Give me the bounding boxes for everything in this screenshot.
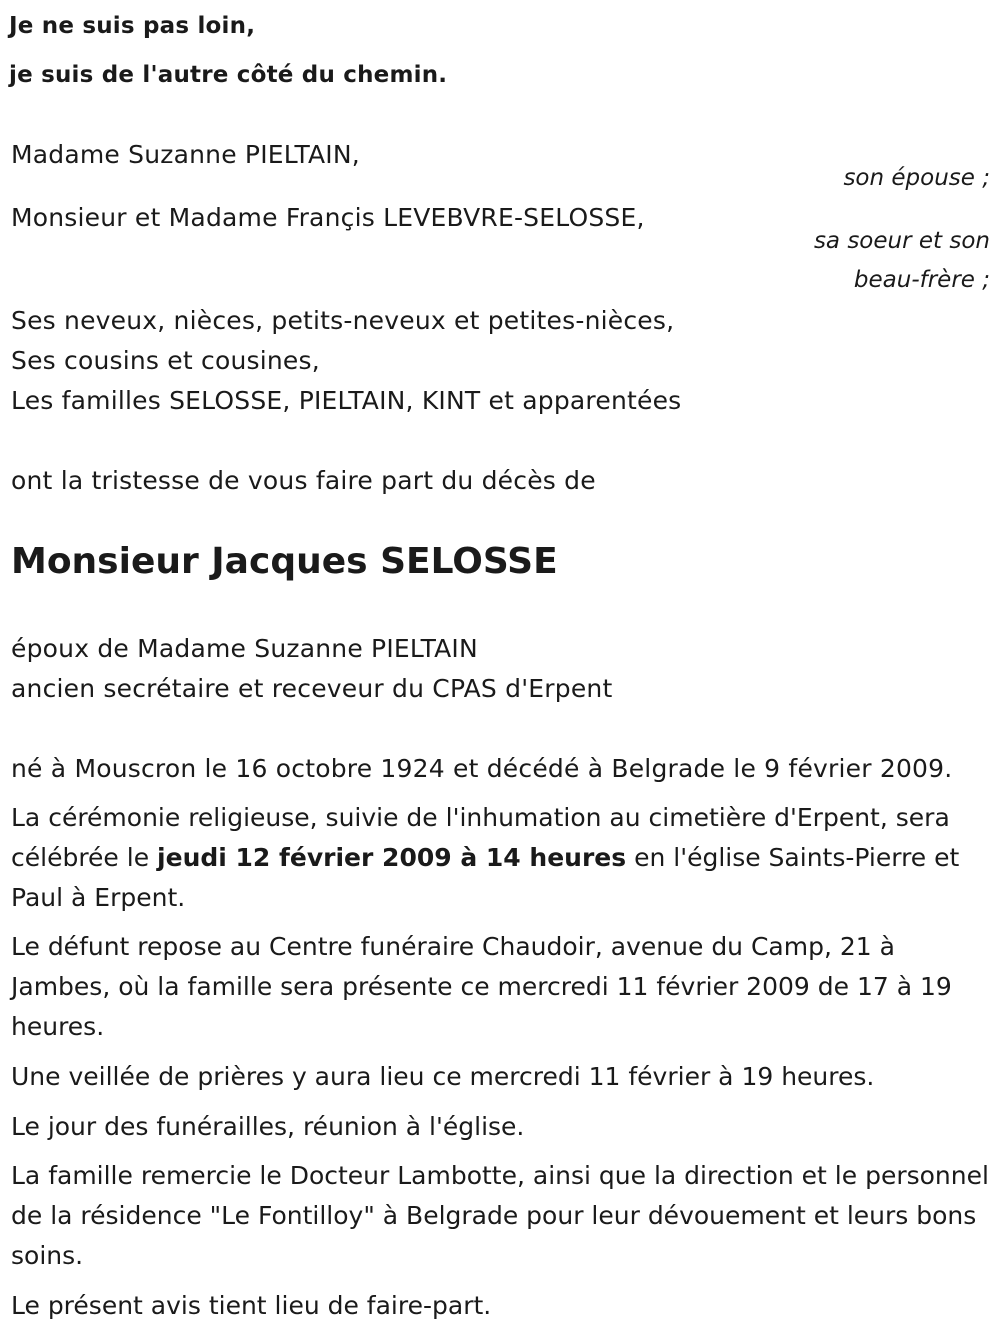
deceased-name: Monsieur Jacques SELOSSE bbox=[11, 541, 558, 582]
spouse-of-line: époux de Madame Suzanne PIELTAIN bbox=[11, 634, 478, 663]
repose-paragraph: Le défunt repose au Centre funéraire Chaudoir, avenue du Camp, 21 à Jambes, où la famille sera présente ce mercredi 11 février 2009 de 17 à 19 heures. bbox=[11, 932, 952, 1041]
birth-death-line: né à Mouscron le 16 octobre 1924 et décédé à Belgrade le 9 février 2009. bbox=[11, 754, 953, 783]
closing-line: Le présent avis tient lieu de faire-part. bbox=[11, 1291, 492, 1320]
families-line: Les familles SELOSSE, PIELTAIN, KINT et apparentées bbox=[11, 386, 682, 415]
occupation-line: ancien secrétaire et receveur du CPAS d'Erpent bbox=[11, 674, 613, 703]
spouse-name: Madame Suzanne PIELTAIN, bbox=[11, 140, 360, 169]
nephews-line: Ses neveux, nièces, petits-neveux et petites-nièces, bbox=[11, 306, 675, 335]
sister-name: Monsieur et Madame Françis LEVEBVRE-SELOSSE, bbox=[11, 203, 645, 232]
announcement-line: ont la tristesse de vous faire part du décès de bbox=[11, 466, 596, 495]
sister-role-line-2: beau-frère ; bbox=[853, 267, 990, 293]
ceremony-paragraph bbox=[11, 798, 993, 918]
epigraph-line-2: je suis de l'autre côté du chemin. bbox=[9, 62, 448, 88]
vigil-line: Une veillée de prières y aura lieu ce mercredi 11 février à 19 heures. bbox=[11, 1062, 875, 1091]
spouse-role: son épouse ; bbox=[843, 165, 990, 191]
sister-role-line-1: sa soeur et son bbox=[813, 228, 990, 254]
epigraph-line-1: Je ne suis pas loin, bbox=[9, 13, 256, 39]
cousins-line: Ses cousins et cousines, bbox=[11, 346, 320, 375]
ceremony-text-start: La cérémonie religieuse, suivie de l'inhumation au cimetière d'Erpent, sera célébrée le bbox=[11, 803, 950, 872]
meeting-line: Le jour des funérailles, réunion à l'église. bbox=[11, 1112, 525, 1141]
ceremony-date-time: jeudi 12 février 2009 à 14 heures bbox=[157, 843, 627, 872]
ceremony-text-end: en l'église Saints-Pierre et Paul à Erpent. bbox=[11, 843, 960, 912]
thanks-paragraph: La famille remercie le Docteur Lambotte, ainsi que la direction et le personnel de la résidence "Le Fontilloy" à Belgrade pour leur dévouement et leurs bons soins. bbox=[11, 1161, 989, 1270]
